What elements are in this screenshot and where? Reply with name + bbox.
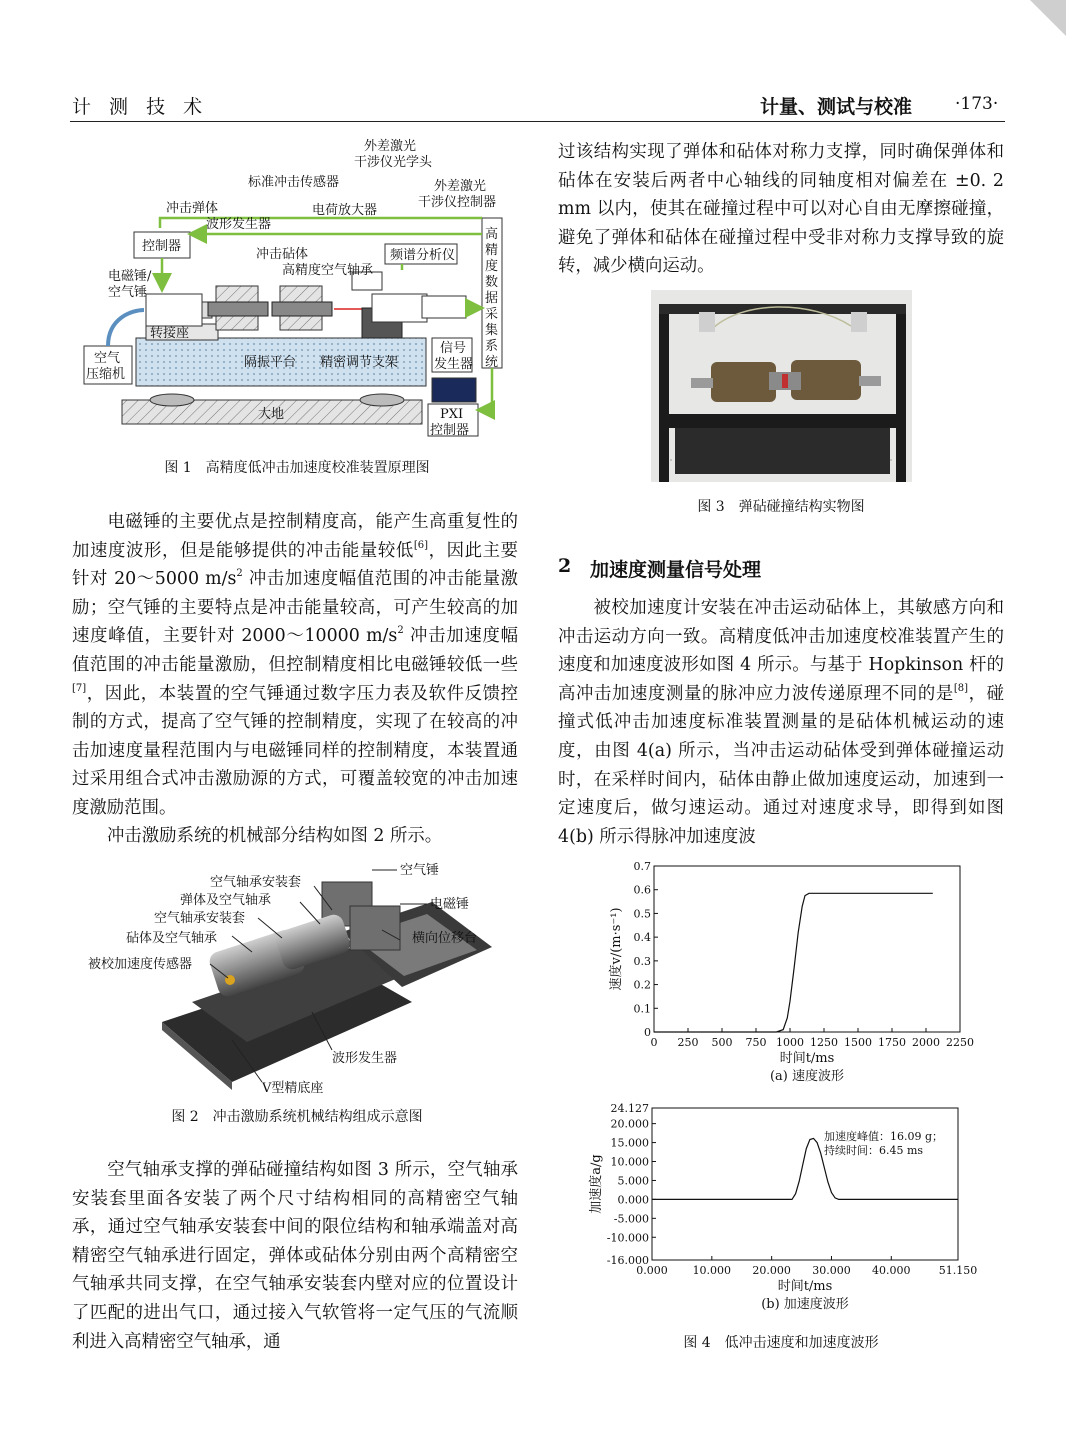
chart-a-ytick-label: 0.2 <box>633 978 651 992</box>
chart-a-ytick-label: 0.6 <box>633 883 651 897</box>
label-em-hammer-2: 空气锤 <box>108 285 148 300</box>
label-signal-gen-2: 发生器 <box>434 357 474 372</box>
figure-2-caption: 图 2 冲击激励系统机械结构组成示意图 <box>171 1109 423 1125</box>
chart-a-xlabel: 时间t/ms <box>779 1051 835 1066</box>
chart-b-xtick-label: 51.150 <box>938 1264 978 1277</box>
label-hammer-body: 冲击弹体 <box>166 201 219 216</box>
label-wave-gen: 波形发生器 <box>206 217 272 232</box>
label-spectrum: 频谱分析仪 <box>390 248 456 263</box>
label-pxi-1: PXI <box>440 407 464 422</box>
svg-text:系: 系 <box>485 339 499 354</box>
chart-b-ytick-label: -10.000 <box>606 1231 649 1245</box>
label-bracket: 精密调节支架 <box>320 355 399 370</box>
left-paragraph-2: 冲击激励系统的机械部分结构如图 2 所示。 <box>107 826 443 846</box>
chart-a-ytick-label: 0.5 <box>633 907 651 921</box>
label-em-hammer-1: 电磁锤/ <box>108 269 152 284</box>
label-laser-head-2: 干涉仪光学头 <box>354 155 433 170</box>
chart-b-ytick-label: 20.000 <box>610 1117 649 1131</box>
figure-3-photo <box>651 290 912 482</box>
svg-text:精: 精 <box>485 243 499 258</box>
svg-text:高: 高 <box>485 227 499 242</box>
svg-text:度: 度 <box>485 259 499 274</box>
svg-text:统: 统 <box>485 355 499 370</box>
label-daq <box>485 226 498 370</box>
svg-text:数: 数 <box>485 275 499 290</box>
fig2-label-body-bearing: 弹体及空气轴承 <box>180 893 272 908</box>
fig2-label-bearing-sleeve: 空气轴承安装套 <box>154 911 246 926</box>
label-anvil: 冲击砧体 <box>256 247 309 262</box>
chart-a-ytick-label: 0 <box>644 1026 651 1039</box>
page-number: ·173· <box>955 94 999 114</box>
svg-text:据: 据 <box>485 291 499 306</box>
chart-b-ytick-label: -16.000 <box>606 1254 649 1267</box>
page-corner-decoration <box>1030 0 1066 36</box>
chart-b-xtick-label: 40.000 <box>872 1264 911 1277</box>
chart-a-xtick-label: 750 <box>745 1036 767 1049</box>
journal-name: 计 测 技 术 <box>72 96 209 118</box>
chart-a-xtick-label: 1500 <box>844 1036 872 1049</box>
chart-b-xtick-label: 30.000 <box>812 1264 851 1277</box>
chart-a-xtick-label: 500 <box>711 1036 733 1049</box>
label-air-bearing: 高精度空气轴承 <box>282 263 374 278</box>
figure-2-diagram <box>82 852 512 1098</box>
chart-a-ytick-label: 0.3 <box>633 954 651 968</box>
chart-a-xtick-label: 2250 <box>946 1036 974 1049</box>
section-title: 加速度测量信号处理 <box>590 559 762 581</box>
chart-a-plot-frame <box>654 866 960 1032</box>
chart-b-ytick-label: 10.000 <box>610 1155 649 1169</box>
chart-a-xtick-label: 2000 <box>912 1036 940 1049</box>
section-number: 2 <box>558 555 572 577</box>
label-charge-amp: 电荷放大器 <box>312 203 378 218</box>
chart-b-xtick-label: 0.000 <box>636 1264 668 1277</box>
chart-b-xtick-label: 10.000 <box>692 1264 732 1277</box>
section-name: 计量、测试与校准 <box>760 96 913 118</box>
left-paragraph-3: 空气轴承支撑的弹砧碰撞结构如图 3 所示，空气轴承安装套里面各安装了两个尺寸结构相同的高精密空气轴承，通过空气轴承安装套中间的限位结构和轴承端盖对高精密空气轴承进行固定，弹体或砧体分别由两个高精密空气轴承共同支撑，在空气轴承安装套内壁对应的位置设计了匹配的进出气口，通过接入气软管将一定气压的气流顺利进入高精密空气轴承，通 <box>72 1160 518 1352</box>
chart-a-ylabel: 速度v/(m·s⁻¹) <box>609 907 624 991</box>
chart-a-title: (a) 速度波形 <box>769 1069 845 1084</box>
chart-b-ytick-label: 24.127 <box>610 1102 649 1115</box>
chart-a-series-line-velocity <box>654 893 933 1032</box>
chart-b-ytick-label: 15.000 <box>610 1136 649 1150</box>
label-platform: 隔振平台 <box>244 355 297 370</box>
label-compressor-2: 压缩机 <box>86 367 126 382</box>
hammer-box <box>146 294 202 326</box>
label-laser-head-1: 外差激光 <box>364 139 417 154</box>
label-controller: 控制器 <box>142 239 182 254</box>
fig2-label-em-hammer: 电磁锤 <box>430 897 470 912</box>
header-rule <box>70 121 1005 122</box>
chart-a-ytick-label: 0.7 <box>633 860 651 873</box>
chart-a-xtick-label: 1250 <box>810 1036 838 1049</box>
chart-b-ytick-label: 0.000 <box>617 1193 649 1207</box>
chart-b-annotation: 加速度峰值：16.09 g； <box>824 1130 944 1143</box>
figure-4a-velocity-chart <box>600 858 980 1096</box>
left-paragraph-1: 电磁锤的主要优点是控制精度高，能产生高重复性的加速度波形，但是能够提供的冲击能量较低[6]，因此主要针对 20～5000 $m/s^2$ 冲击加速度幅值范围的冲击能量激励；空气锤的主要特点是冲击能量较高，可产生较高的加速度峰值，主要针对 2000～10000 $m/s^2$ 冲击加速度幅值范围的冲击能量激励，但控制精度相比电磁锤较低一些[7]，因此，本装置的空气锤通过数字压力表及软件反馈控制的方式，提高了空气锤的控制精度，实现了在较高的冲击加速度量程范围内与电磁锤同样的控制精度，本装置通过采用组合式冲击激励源的方式，可覆盖较宽的冲击加速度激励范围。 <box>72 512 519 818</box>
chart-a-ytick-label: 0.1 <box>633 1002 651 1016</box>
chart-a-ytick-label: 0.4 <box>633 931 651 945</box>
chart-b-title: (b) 加速度波形 <box>761 1297 849 1312</box>
label-adapter: 转接座 <box>150 326 190 341</box>
right-paragraph-0: 过该结构实现了弹体和砧体对称力支撑，同时确保弹体和砧体在安装后两者中心轴线的同轴度相对偏差在 ±0. 2 mm 以内，使其在碰撞过程中可以对心自由无摩擦碰撞，避免了弹体和砧体在碰撞过程中受非对称力支撑导致的旋转，减少横向运动。 <box>558 142 1004 277</box>
label-laser-ctrl-2: 干涉仪控制器 <box>418 195 497 210</box>
figure-1-caption: 图 1 高精度低冲击加速度校准装置原理图 <box>164 460 430 476</box>
svg-text:采: 采 <box>485 307 499 322</box>
chart-b-ylabel: 加速度a/g <box>589 1154 604 1214</box>
figure-1-diagram <box>72 138 522 443</box>
fig2-label-bearing-sleeve-top: 空气轴承安装套 <box>210 875 302 890</box>
chart-a-xtick-label: 1750 <box>878 1036 906 1049</box>
chart-a-xtick-label: 0 <box>650 1036 658 1049</box>
chart-b-annotation: 持续时间：6.45 ms <box>824 1144 924 1157</box>
fig2-label-anvil-bearing: 砧体及空气轴承 <box>126 931 218 946</box>
fig2-label-wave-gen: 波形发生器 <box>332 1051 398 1066</box>
label-laser-ctrl-1: 外差激光 <box>434 179 487 194</box>
label-ground: 大地 <box>258 407 285 422</box>
label-signal-gen-1: 信号 <box>440 341 467 356</box>
chart-b-ytick-label: -5.000 <box>613 1212 649 1226</box>
fig2-label-air-hammer: 空气锤 <box>400 863 440 878</box>
chart-a-xtick-label: 1000 <box>776 1036 804 1049</box>
label-compressor-1: 空气 <box>94 351 121 366</box>
chart-b-xlabel: 时间t/ms <box>777 1279 833 1294</box>
figure-3-caption: 图 3 弹砧碰撞结构实物图 <box>697 499 865 515</box>
figure-4-caption: 图 4 低冲击速度和加速度波形 <box>683 1335 879 1351</box>
label-std-sensor: 标准冲击传感器 <box>248 175 340 190</box>
chart-b-ytick-label: 5.000 <box>617 1174 649 1188</box>
svg-text:集: 集 <box>485 323 499 338</box>
right-paragraph-1: 被校加速度计安装在冲击运动砧体上，其敏感方向和冲击运动方向一致。高精度低冲击加速度校准装置产生的速度和加速度波形如图 4 所示。与基于 Hopkinson 杆的高冲击加速度测量的脉冲应力波传递原理不同的是[8]，碰撞式低冲击加速度标准装置测量的是砧体机械运动的速度，由图 4(a) 所示，当冲击运动砧体受到弹体碰撞运动时，在采样时间内，砧体由静止做加速度运动，加速到一定速度后，做匀速运动。通过对速度求导，即得到如图 4(b) 所示得脉冲加速度波 <box>558 598 1004 847</box>
fig2-label-v-base: V型精底座 <box>262 1081 324 1096</box>
fig2-label-sensor: 被校加速度传感器 <box>88 957 193 972</box>
chart-b-xtick-label: 20.000 <box>752 1264 791 1277</box>
fig2-label-lateral-stage: 横向位移台 <box>412 931 478 946</box>
figure-4b-acceleration-chart <box>576 1100 980 1326</box>
chart-a-xtick-label: 250 <box>677 1036 699 1049</box>
label-pxi-2: 控制器 <box>430 423 470 438</box>
